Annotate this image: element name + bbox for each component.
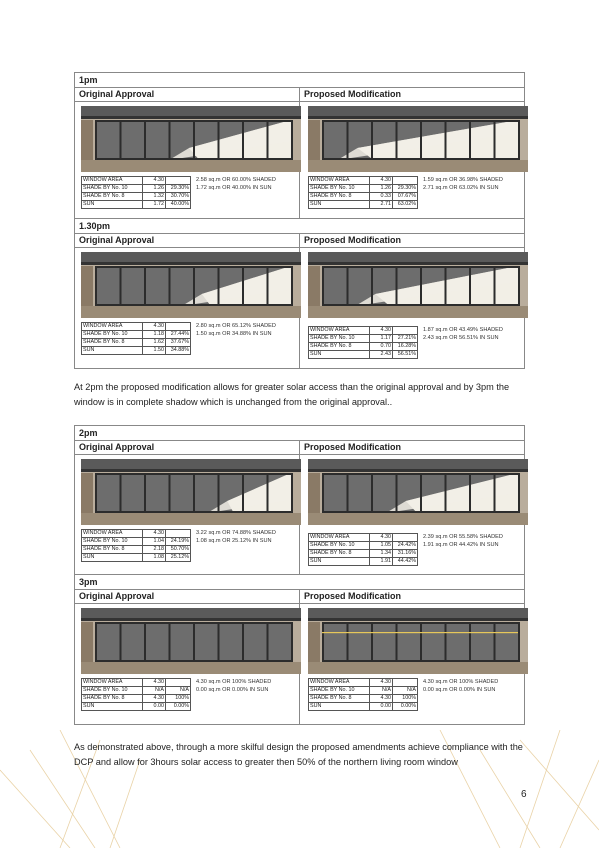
comparison-row	[75, 248, 524, 368]
shade-data-table	[308, 533, 418, 566]
proposed-modification-heading: Proposed Modification	[304, 591, 402, 601]
shade-data-row	[309, 687, 418, 695]
percent-value: 24.19%	[166, 538, 191, 546]
shade-data-row	[309, 351, 418, 359]
shaded-summary-text: 1.59 sq.m OR 36.98% SHADED	[423, 177, 503, 183]
sun-summary-text: 1.08 sq.m OR 25.12% IN SUN	[196, 538, 272, 544]
percent-value: 07.67%	[393, 193, 418, 201]
area-value: N/A	[143, 687, 166, 695]
area-value: 0.33	[370, 193, 393, 201]
column-headers	[75, 441, 524, 455]
comparison-row	[75, 455, 524, 575]
original-approval-heading: Original Approval	[75, 88, 300, 101]
time-label: 2pm	[75, 426, 524, 441]
shade-data-row	[82, 347, 191, 355]
shade-data-row	[309, 703, 418, 711]
percent-value: 0.00%	[166, 703, 191, 711]
building-elevation-render	[308, 459, 528, 525]
column-headers	[75, 590, 524, 604]
shade-summary	[196, 529, 276, 545]
percent-value	[166, 679, 191, 687]
shade-data-table	[81, 529, 191, 562]
row-label: SHADE BY No. 8	[309, 695, 370, 703]
shaded-summary-text: 2.39 sq.m OR 55.58% SHADED	[423, 534, 503, 540]
shade-data-row	[82, 695, 191, 703]
shade-data-row	[309, 201, 418, 209]
area-value: 4.30	[370, 679, 393, 687]
row-label: SHADE BY No. 10	[309, 335, 370, 343]
shaded-summary-text: 4.30 sq.m OR 100% SHADED	[196, 679, 272, 685]
percent-value: 29.30%	[166, 185, 191, 193]
row-label: SUN	[82, 347, 143, 355]
proposed-modification-heading: Proposed Modification	[304, 89, 402, 99]
area-value: 4.30	[143, 323, 166, 331]
row-label: SUN	[309, 703, 370, 711]
proposed-modification-heading: Proposed Modification	[304, 442, 402, 452]
shade-data-row	[82, 554, 191, 562]
percent-value: 27.21%	[393, 335, 418, 343]
shade-data-row	[82, 185, 191, 193]
proposed-cell	[300, 248, 524, 368]
percent-value: 16.28%	[393, 343, 418, 351]
shade-data-row	[82, 687, 191, 695]
building-elevation-render	[81, 608, 301, 674]
shade-data-row	[309, 695, 418, 703]
shade-data-table	[81, 176, 191, 209]
row-label: SHADE BY No. 10	[82, 331, 143, 339]
area-value: N/A	[370, 687, 393, 695]
shaded-summary-text: 1.87 sq.m OR 43.49% SHADED	[423, 327, 503, 333]
row-label: WINDOW AREA	[82, 177, 143, 185]
shade-summary	[196, 322, 276, 338]
sun-summary-text: 2.71 sq.m OR 63.02% IN SUN	[423, 185, 499, 191]
shaded-summary-text: 3.22 sq.m OR 74.88% SHADED	[196, 530, 276, 536]
shade-data-row	[82, 201, 191, 209]
area-value: 1.17	[370, 335, 393, 343]
area-value: 2.71	[370, 201, 393, 209]
percent-value: 0.00%	[393, 703, 418, 711]
row-label: WINDOW AREA	[82, 530, 143, 538]
shade-data-row	[309, 558, 418, 566]
row-label: SHADE BY No. 8	[309, 550, 370, 558]
area-value: 1.32	[143, 193, 166, 201]
area-value: 0.70	[370, 343, 393, 351]
area-value: 1.18	[143, 331, 166, 339]
percent-value	[166, 177, 191, 185]
row-label: SHADE BY No. 8	[82, 546, 143, 554]
sun-summary-text: 0.00 sq.m OR 0.00% IN SUN	[196, 687, 269, 693]
area-value: 4.30	[370, 327, 393, 335]
row-label: WINDOW AREA	[309, 177, 370, 185]
percent-value	[393, 679, 418, 687]
shade-data-row	[82, 538, 191, 546]
percent-value: 100%	[393, 695, 418, 703]
row-label: SHADE BY No. 10	[309, 687, 370, 695]
percent-value: N/A	[166, 687, 191, 695]
shade-data-row	[82, 703, 191, 711]
area-value: 4.30	[143, 679, 166, 687]
shade-summary	[196, 176, 276, 192]
shade-data-row	[82, 339, 191, 347]
shade-data-table	[81, 322, 191, 355]
area-value: 4.30	[370, 534, 393, 542]
area-value: 0.00	[143, 703, 166, 711]
comparison-row	[75, 102, 524, 219]
shadow-table-1	[74, 72, 525, 369]
percent-value: 37.67%	[166, 339, 191, 347]
shade-summary	[423, 678, 498, 694]
row-label: SUN	[82, 554, 143, 562]
original-approval-heading: Original Approval	[75, 441, 300, 454]
row-label: SUN	[82, 201, 143, 209]
percent-value: 40.00%	[166, 201, 191, 209]
original-cell	[75, 102, 300, 218]
row-label: SUN	[309, 558, 370, 566]
row-label: WINDOW AREA	[309, 534, 370, 542]
percent-value: 31.16%	[393, 550, 418, 558]
proposed-cell	[300, 604, 524, 724]
row-label: SHADE BY No. 8	[82, 339, 143, 347]
area-value: 1.05	[370, 542, 393, 550]
area-value: 1.62	[143, 339, 166, 347]
shade-data-table	[308, 678, 418, 711]
area-value: 4.30	[143, 695, 166, 703]
percent-value: N/A	[393, 687, 418, 695]
sun-summary-text: 0.00 sq.m OR 0.00% IN SUN	[423, 687, 496, 693]
building-elevation-render	[81, 459, 301, 525]
shade-summary	[423, 533, 503, 549]
time-label: 1.30pm	[75, 219, 524, 234]
shade-data-row	[82, 331, 191, 339]
original-cell	[75, 604, 300, 724]
column-headers	[75, 88, 524, 102]
row-label: SHADE BY No. 10	[82, 687, 143, 695]
area-value: 1.04	[143, 538, 166, 546]
comparison-row	[75, 604, 524, 724]
row-label: SUN	[309, 351, 370, 359]
shade-data-table	[81, 678, 191, 711]
row-label: SHADE BY No. 10	[309, 542, 370, 550]
shade-summary	[196, 678, 271, 694]
row-label: SHADE BY No. 10	[82, 538, 143, 546]
area-value: 2.18	[143, 546, 166, 554]
row-label: WINDOW AREA	[82, 323, 143, 331]
area-value: 1.08	[143, 554, 166, 562]
sun-summary-text: 1.72 sq.m OR 40.00% IN SUN	[196, 185, 272, 191]
percent-value: 25.12%	[166, 554, 191, 562]
page-number: 6	[521, 789, 527, 800]
row-label: SHADE BY No. 10	[309, 185, 370, 193]
building-elevation-render	[308, 608, 528, 674]
sun-summary-text: 1.50 sq.m OR 34.88% IN SUN	[196, 331, 272, 337]
shaded-summary-text: 2.80 sq.m OR 65.12% SHADED	[196, 323, 276, 329]
shade-data-row	[82, 679, 191, 687]
row-label: WINDOW AREA	[309, 679, 370, 687]
area-value: 1.50	[143, 347, 166, 355]
row-label: SHADE BY No. 10	[82, 185, 143, 193]
area-value: 4.30	[143, 530, 166, 538]
area-value: 2.43	[370, 351, 393, 359]
percent-value	[393, 327, 418, 335]
area-value: 1.26	[143, 185, 166, 193]
area-value: 1.34	[370, 550, 393, 558]
percent-value: 63.02%	[393, 201, 418, 209]
row-label: SHADE BY No. 8	[309, 343, 370, 351]
original-approval-heading: Original Approval	[75, 590, 300, 603]
percent-value: 50.70%	[166, 546, 191, 554]
shade-data-table	[308, 176, 418, 209]
area-value: 4.30	[370, 177, 393, 185]
row-label: WINDOW AREA	[309, 327, 370, 335]
column-headers	[75, 234, 524, 248]
percent-value: 34.88%	[166, 347, 191, 355]
percent-value	[393, 177, 418, 185]
area-value: 1.72	[143, 201, 166, 209]
shade-data-row	[82, 177, 191, 185]
conclusion-paragraph: As demonstrated above, through a more skilful design the proposed amendments achieve compliance with the DCP and allow for 3hours solar access to greater then 50% of the northern living room window	[74, 742, 523, 767]
area-value: 4.30	[370, 695, 393, 703]
shade-summary	[423, 176, 503, 192]
percent-value	[166, 530, 191, 538]
building-elevation-render	[81, 106, 301, 172]
shade-data-row	[309, 679, 418, 687]
proposed-cell	[300, 102, 524, 218]
shade-data-row	[82, 546, 191, 554]
time-label: 1pm	[75, 73, 524, 88]
shade-data-row	[309, 185, 418, 193]
shade-data-row	[82, 193, 191, 201]
building-elevation-render	[308, 252, 528, 318]
proposed-modification-heading: Proposed Modification	[304, 235, 402, 245]
shade-data-table	[308, 326, 418, 359]
area-value: 1.91	[370, 558, 393, 566]
original-cell	[75, 248, 300, 368]
area-value: 0.00	[370, 703, 393, 711]
time-label: 3pm	[75, 575, 524, 590]
sun-summary-text: 1.91 sq.m OR 44.42% IN SUN	[423, 542, 499, 548]
shade-data-row	[309, 177, 418, 185]
row-label: SHADE BY No. 8	[82, 695, 143, 703]
body-paragraph: At 2pm the proposed modification allows for greater solar access than the original approval and by 3pm the window is in complete shadow which is unchanged from the original approval..	[74, 382, 510, 407]
area-value: 1.26	[370, 185, 393, 193]
building-elevation-render	[308, 106, 528, 172]
area-value: 4.30	[143, 177, 166, 185]
shaded-summary-text: 2.58 sq.m OR 60.00% SHADED	[196, 177, 276, 183]
shade-summary	[423, 326, 503, 342]
shade-data-row	[309, 542, 418, 550]
percent-value: 100%	[166, 695, 191, 703]
shade-data-row	[82, 323, 191, 331]
percent-value: 30.70%	[166, 193, 191, 201]
original-cell	[75, 455, 300, 574]
row-label: WINDOW AREA	[82, 679, 143, 687]
shadow-table-2	[74, 425, 525, 725]
shade-data-row	[309, 534, 418, 542]
percent-value	[166, 323, 191, 331]
percent-value	[393, 534, 418, 542]
row-label: SHADE BY No. 8	[82, 193, 143, 201]
percent-value: 44.42%	[393, 558, 418, 566]
building-elevation-render	[81, 252, 301, 318]
percent-value: 56.51%	[393, 351, 418, 359]
percent-value: 27.44%	[166, 331, 191, 339]
shade-data-row	[309, 193, 418, 201]
proposed-cell	[300, 455, 524, 574]
shade-data-row	[309, 343, 418, 351]
percent-value: 29.30%	[393, 185, 418, 193]
percent-value: 24.42%	[393, 542, 418, 550]
sun-summary-text: 2.43 sq.m OR 56.51% IN SUN	[423, 335, 499, 341]
row-label: SUN	[82, 703, 143, 711]
row-label: SUN	[309, 201, 370, 209]
shade-data-row	[309, 550, 418, 558]
shade-data-row	[309, 335, 418, 343]
shaded-summary-text: 4.30 sq.m OR 100% SHADED	[423, 679, 499, 685]
shade-data-row	[309, 327, 418, 335]
shade-data-row	[82, 530, 191, 538]
row-label: SHADE BY No. 8	[309, 193, 370, 201]
original-approval-heading: Original Approval	[75, 234, 300, 247]
